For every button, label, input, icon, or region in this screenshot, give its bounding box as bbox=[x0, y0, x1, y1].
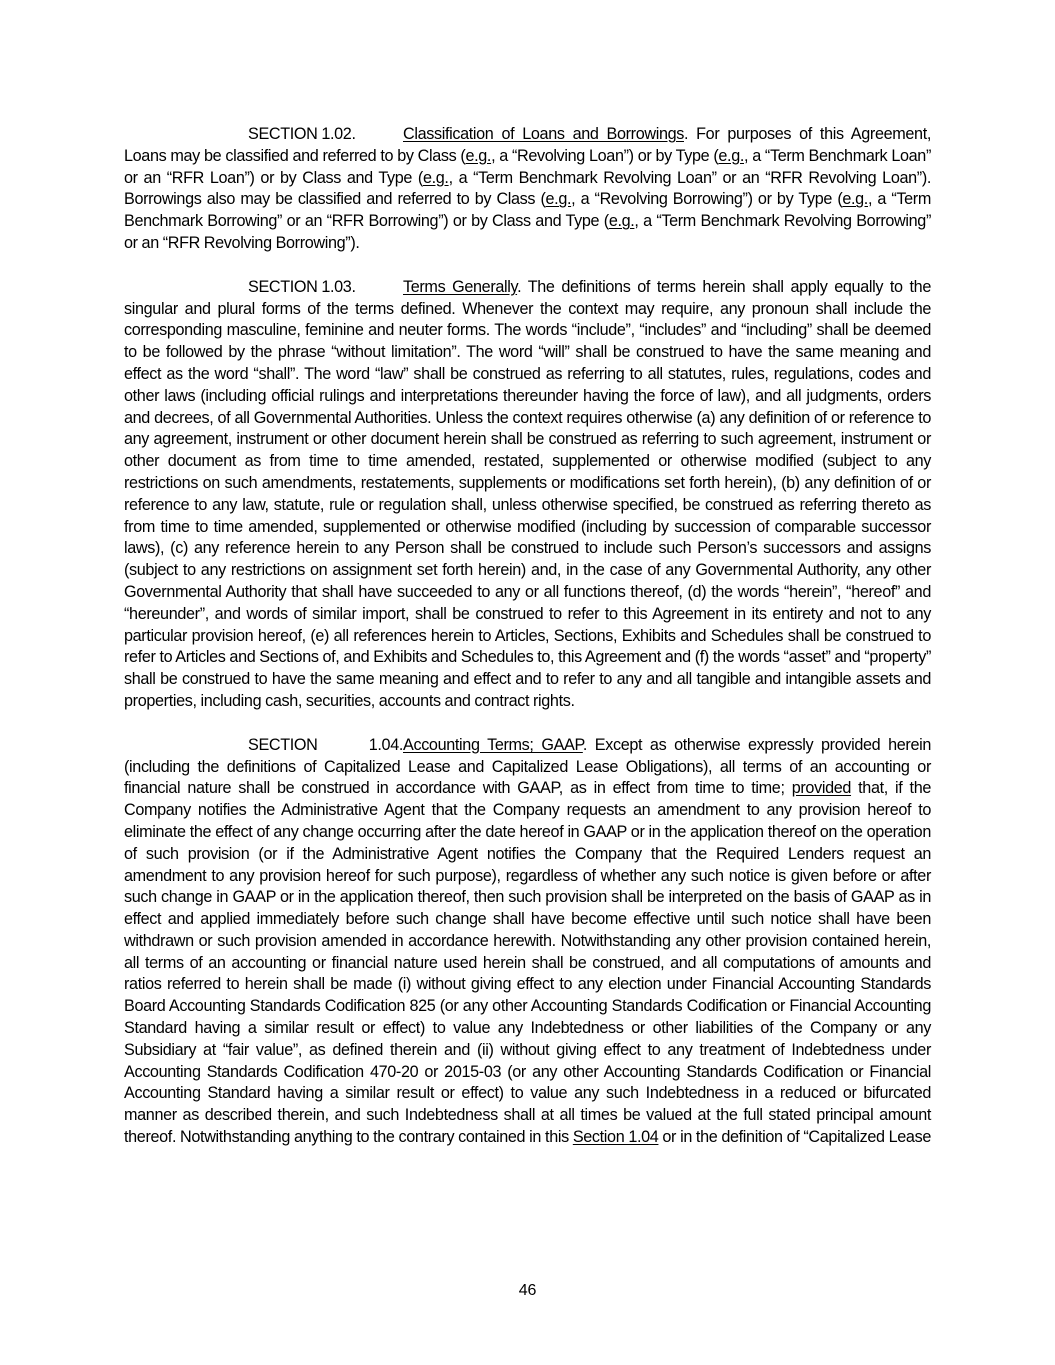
body-text: , a “Term Benchmark Revolving Loan” or an “RFR Revolving Loan”). Borrowings also may be classified and referred to by Class ( bbox=[124, 168, 932, 209]
body-text: , a “Revolving Loan”) or by Type ( bbox=[491, 146, 719, 165]
document-page bbox=[124, 124, 931, 1171]
section-title: Classification of Loans and Borrowings bbox=[403, 125, 684, 143]
page-number: 46 bbox=[518, 1282, 537, 1299]
body-text: , a “Term Benchmark Loan” or an “RFR Loan”) or by Class and Type ( bbox=[124, 146, 931, 187]
section-title: Terms Generally bbox=[403, 277, 518, 296]
underlined-term: e.g. bbox=[608, 212, 635, 231]
section-body bbox=[124, 125, 931, 252]
underlined-term: e.g. bbox=[422, 168, 449, 187]
body-text: , a “Term Benchmark Borrowing” or an “RFR Borrowing”) or by Class and Type ( bbox=[124, 190, 931, 231]
underlined-term: e.g. bbox=[465, 146, 492, 165]
section-number: SECTION 1.03. bbox=[248, 277, 356, 296]
section-number: SECTION 1.02. bbox=[248, 125, 356, 143]
underlined-term: e.g. bbox=[545, 190, 572, 209]
section-body bbox=[124, 278, 931, 710]
body-text: . For purposes of this Agreement, Loans may be classified and referred to by Class ( bbox=[124, 125, 931, 165]
section-1-03-paragraph bbox=[124, 277, 931, 713]
body-text: , a “Revolving Borrowing”) or by Type ( bbox=[571, 190, 843, 209]
body-text: . The definitions of terms herein shall apply equally to the singular and plural forms of the terms defined. Whenever the context may require, any pronoun shall include the corresponding masculine, feminine and neuter forms. The words “include”, “includes” and “including” shall be deemed to be followed by the phrase “without limitation”. The word “will” shall be construed to have the same meaning and effect as the word “shall”. The word “law” shall be construed as referring to all statutes, rules, regulations, codes and other laws (including official rulings and interpretations thereunder having the force of law), and all judgments, orders and decrees, of all Governmental Authorities. Unless the context requires otherwise (a) any definition of or reference to any agreement, instrument or other document herein shall be construed as referring to such agreement, instrument or other document as from time to time amended, restated, supplemented or otherwise modified (subject to any restrictions on such amendments, restatements, supplements or modifications set forth herein), (b) any definition of or reference to any law, statute, rule or regulation shall, unless otherwise specified, be construed as referring thereto as from time to time amended, supplemented or otherwise modified (including by succession of comparable successor laws), (c) any reference herein to any Person shall be construed to include such Person’s successors and assigns (subject to any restrictions on assignment set forth herein) and, in the case of any Governmental Authority, any other Governmental Authority that shall have succeeded to any or all functions thereof, (d) the words “herein”, “hereof” and “hereunder”, and words of similar import, shall be construed to refer to this Agreement in its entirety and not to any particular provision hereof, (e) all references herein to Articles, Sections, Exhibits and Schedules shall be construed to refer to Articles and Sections of, and Exhibits and Schedules to, this Agreement and (f) the words “asset” and “property” shall be construed to have the same meaning and effect and to refer to any and all tangible and intangible assets and properties, including cash, securities, accounts and contract rights. bbox=[124, 277, 931, 710]
section-1-04-paragraph bbox=[124, 735, 931, 1149]
body-text: or in the definition of “Capitalized Lease bbox=[658, 1128, 931, 1147]
underlined-term: e.g. bbox=[718, 146, 745, 165]
underlined-term: provided bbox=[791, 779, 852, 798]
section-1-02-paragraph bbox=[124, 124, 931, 255]
body-text: , a “Term Benchmark Revolving Borrowing” or an “RFR Revolving Borrowing”). bbox=[124, 212, 931, 252]
body-text: that, if the Company notifies the Administrative Agent that the Company requests an amendment to any provision hereof to eliminate the effect of any change occurring after the date hereof in GAAP or in the application thereof on the operation of such provision (or if the Administrative Agent notifies the Company that the Required Lenders request an amendment to any provision hereof for such purpose), regardless of whether any such notice is given before or after such change in GAAP or in the application thereof, then such provision shall be interpreted on the basis of GAAP as in effect and applied immediately before such change shall have become effective until such notice shall have been withdrawn or such provision amended in accordance herewith. Notwithstanding any other provision contained herein, all terms of an accounting or financial nature used herein shall be construed, and all computations of amounts and ratios referred to herein shall be made (i) without giving effect to any election under Financial Accounting Standards Board Accounting Standards Codification 825 (or any other Accounting Standards Codification or Financial Accounting Standard having a similar result or effect) to value any Indebtedness or other liabilities of the Company or any Subsidiary at “fair value”, as defined therein and (ii) without giving effect to any treatment of Indebtedness under Accounting Standards Codification 470-20 or 2015-03 (or any other Accounting Standards Codification or Financial Accounting Standard having a similar result or effect) to value any such Indebtedness in a reduced or bifurcated manner as described therein, and such Indebtedness shall at all times be valued at the full stated principal amount thereof. Notwithstanding anything to the contrary contained in this bbox=[124, 779, 932, 1147]
underlined-term: e.g. bbox=[842, 190, 868, 209]
section-number: SECTION 1.04. bbox=[248, 735, 403, 754]
body-text: . Except as otherwise expressly provided herein (including the definitions of Capitalized Lease and Capitalized Lease Obligations), all terms of an accounting or financial nature shall be construed in accordance with GAAP, as in effect from time to time; bbox=[124, 735, 931, 798]
underlined-term: Section 1.04 bbox=[572, 1128, 659, 1147]
section-body bbox=[124, 736, 931, 1146]
section-title: Accounting Terms; GAAP bbox=[403, 735, 583, 754]
